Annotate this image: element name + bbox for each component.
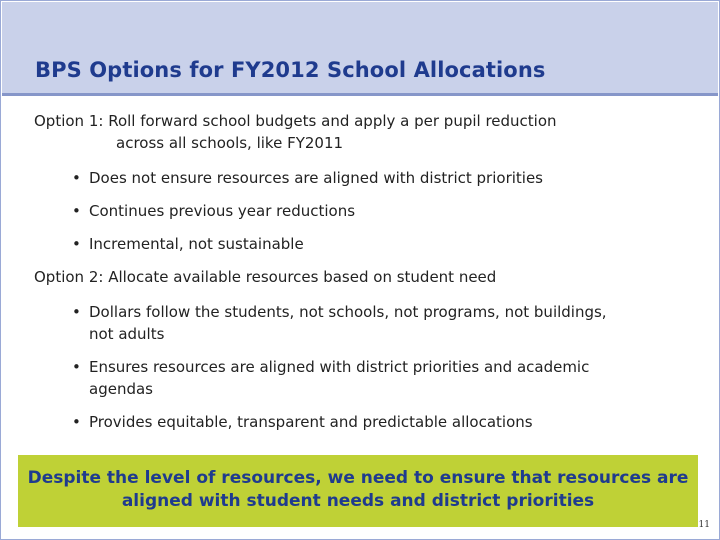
key-message-callout: [18, 455, 698, 527]
slide-title: BPS Options for FY2012 School Allocations: [35, 58, 546, 82]
option-1-bullet: [72, 200, 355, 222]
bullet-text: Dollars follow the students, not schools, not programs, not buildings,: [89, 303, 607, 321]
option-2-bullet: [72, 411, 533, 433]
bullet-icon: •: [72, 202, 81, 220]
option-2-line-1: Option 2: Allocate available resources based on student need: [34, 268, 497, 286]
title-divider: [2, 93, 718, 96]
option-2-heading: [34, 266, 496, 288]
bullet-text: Ensures resources are aligned with district priorities and academic: [89, 358, 590, 376]
page-number: 11: [698, 520, 710, 530]
option-2-bullet: [72, 356, 589, 400]
bullet-text-continued: agendas: [89, 380, 153, 398]
option-1-line-1: Option 1: Roll forward school budgets and apply a per pupil reduction: [34, 112, 557, 130]
bullet-text: Does not ensure resources are aligned with district priorities: [89, 169, 543, 187]
bullet-icon: •: [72, 358, 81, 376]
option-1-line-2: across all schools, like FY2011: [116, 134, 344, 152]
callout-text: [18, 467, 698, 513]
option-1-bullet: [72, 167, 543, 189]
bullet-icon: •: [72, 235, 81, 253]
bullet-text: Continues previous year reductions: [89, 202, 356, 220]
bullet-icon: •: [72, 303, 81, 321]
bullet-icon: •: [72, 413, 81, 431]
option-1-heading: [34, 110, 557, 154]
callout-line-2: aligned with student needs and district priorities: [121, 491, 595, 511]
option-2-bullet: [72, 301, 607, 345]
option-1-bullet: [72, 233, 304, 255]
callout-line-1: Despite the level of resources, we need to ensure that resources are: [27, 468, 689, 488]
bullet-text: Incremental, not sustainable: [89, 235, 304, 253]
bullet-text-continued: not adults: [89, 325, 165, 343]
bullet-icon: •: [72, 169, 81, 187]
bullet-text: Provides equitable, transparent and predictable allocations: [89, 413, 533, 431]
